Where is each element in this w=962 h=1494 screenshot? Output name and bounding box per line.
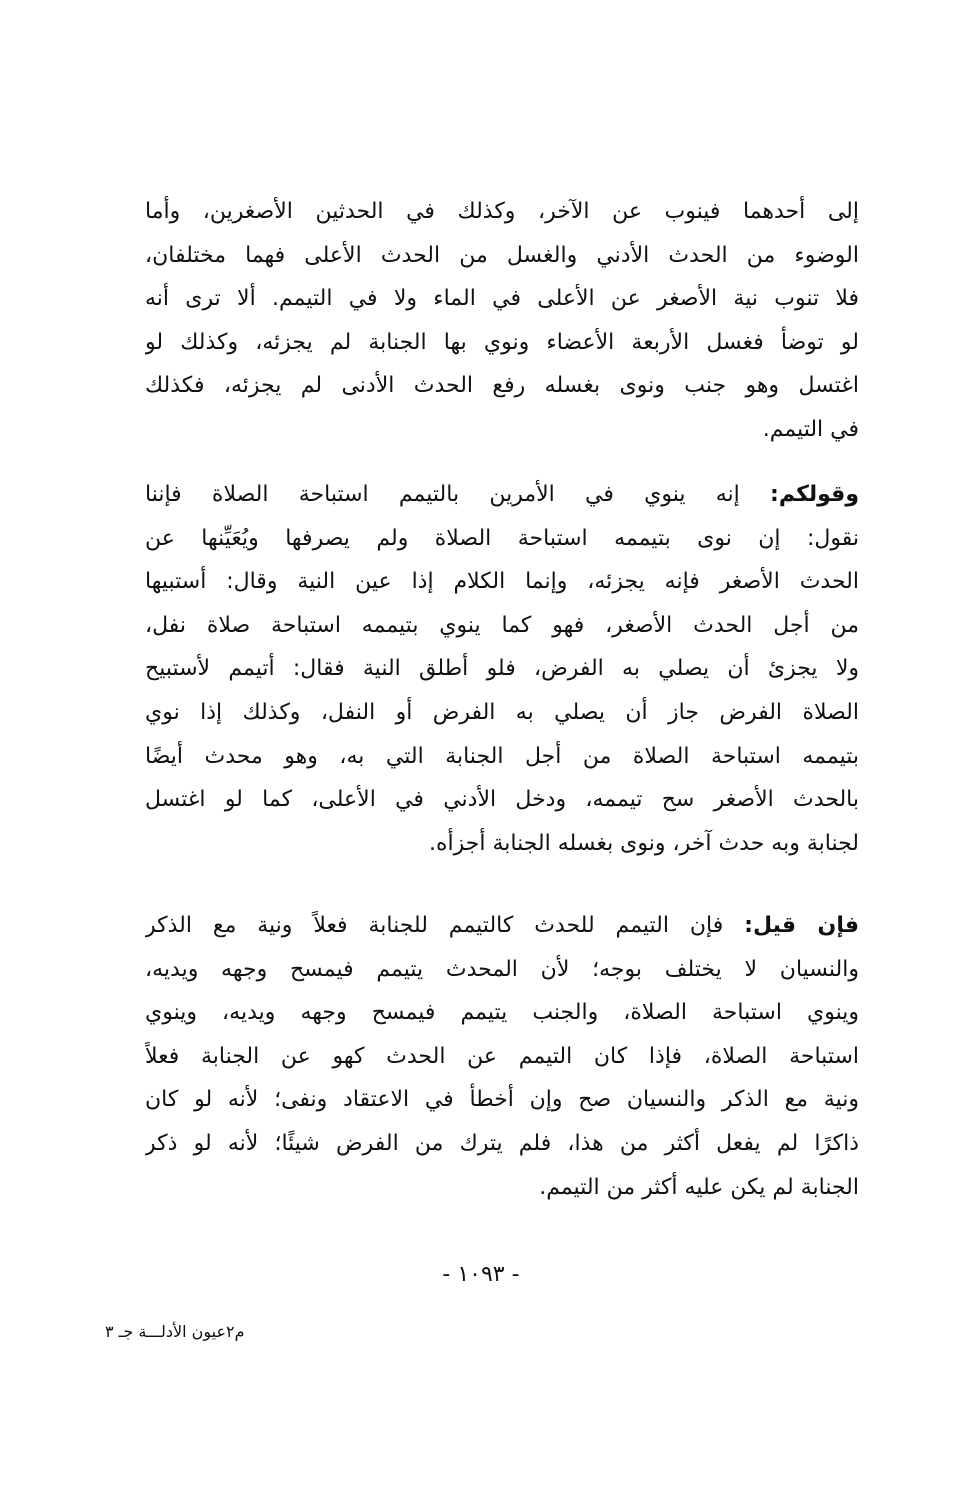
paragraph-2 [145, 473, 859, 865]
text-line: ولا يجزئ أن يصلي به الفرض، فلو أطلق النية فقال: أتيمم لأستبيح [145, 656, 859, 682]
text-line [145, 473, 859, 517]
text-line: الجنابة لم يكن عليه أكثر من التيمم. [539, 1174, 859, 1200]
text-line: إلى أحدهما فينوب عن الآخر، وكذلك في الحدثين الأصغرين، وأما [145, 199, 859, 224]
page-number: - ١٠٩٣ - [442, 1262, 520, 1287]
text-line: ذاكرًا لم يفعل أكثر من هذا، فلم يترك من الفرض شيئًا؛ لأنه لو ذكر [145, 1130, 859, 1156]
text-line: لو توضأ فغسل الأربعة الأعضاء ونوي بها الجنابة لم يجزئه، وكذلك لو [145, 329, 859, 355]
text-line: فلا تنوب نية الأصغر عن الأعلى في الماء ولا في التيمم. ألا ترى أنه [145, 286, 859, 312]
text-line: اغتسل وهو جنب ونوى بغسله رفع الحدث الأدنى لم يجزئه، فكذلك [145, 373, 859, 399]
text-line: استباحة الصلاة، فإذا كان التيمم عن الحدث كهو عن الجنابة فعلاً [145, 1043, 859, 1069]
paragraph-3 [145, 904, 859, 1209]
paragraph-lead: وقولكم: [770, 482, 859, 507]
text-line: نقول: إن نوى بتيممه استباحة الصلاة ولم يصرفها ويُعَيِّنها عن [145, 525, 859, 551]
text-line: لجنابة وبه حدث آخر، ونوى بغسله الجنابة أجزأه. [429, 830, 859, 856]
text-line: بتيممه استباحة الصلاة من أجل الجنابة التي به، وهو محدث أيضًا [145, 743, 859, 769]
text-line: من أجل الحدث الأصغر، فهو كما ينوي بتيممه استباحة صلاة نفل، [145, 612, 859, 638]
text-line: الحدث الأصغر فإنه يجزئه، وإنما الكلام إذا عين النية وقال: أستبيها [145, 569, 859, 595]
text-line: الصلاة الفرض جاز أن يصلي به الفرض أو النفل، وكذلك إذا نوي [145, 699, 859, 725]
line-rest: إنه ينوي في الأمرين بالتيمم استباحة الصلاة فإننا [145, 482, 771, 507]
paragraph-lead: فإن قيل: [744, 913, 859, 938]
signature-footer: م٢عيون الأدلـــة جـ ٣ [105, 1322, 245, 1341]
line-rest: فإن التيمم للحدث كالتيمم للجنابة فعلاً ونية مع الذكر [145, 913, 745, 938]
text-line: ونية مع الذكر والنسيان صح وإن أخطأ في الاعتقاد ونفى؛ لأنه لو كان [145, 1087, 859, 1113]
text-line: بالحدث الأصغر سح تيممه، ودخل الأدني في الأعلى، كما لو اغتسل [145, 787, 859, 813]
text-line: الوضوء من الحدث الأدني والغسل من الحدث الأعلى فهما مختلفان، [145, 242, 859, 268]
paragraph-1 [145, 190, 859, 452]
text-line: في التيمم. [762, 416, 859, 442]
text-line [145, 904, 859, 948]
text-line: والنسيان لا يختلف بوجه؛ لأن المحدث يتيمم فيمسح وجهه ويديه، [145, 956, 859, 982]
text-line: وينوي استباحة الصلاة، والجنب يتيمم فيمسح وجهه ويديه، وينوي [145, 1000, 859, 1026]
